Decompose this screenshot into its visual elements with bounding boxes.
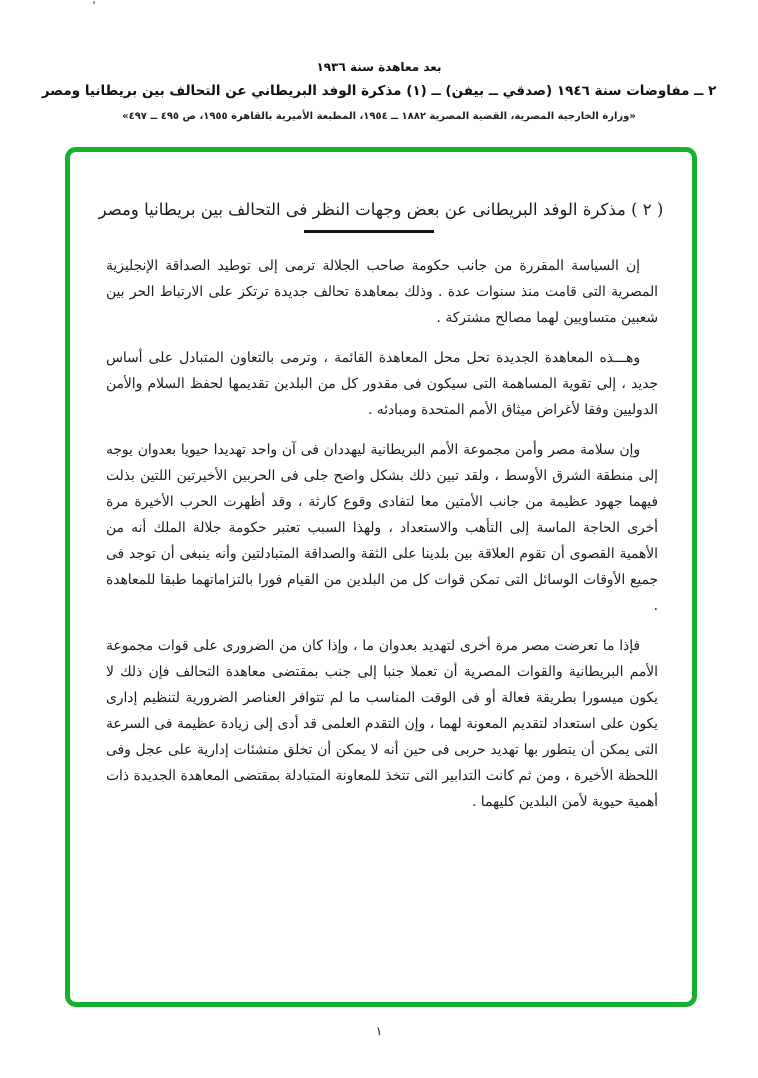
memo-paragraph-3: وإن سلامة مصر وأمن مجموعة الأمم البريطانية ليهددان فى آن واحد تهديدا حيويا بعدوان يوجه إلى منطقة الشرق الأوسط ، ولقد تبين ذلك بشكل واضح جلى فى الحربين الأخيرتين اللتين بذلت فيهما جهود عظيمة من جانب الأمتين معا لتفادى وقوع كارثة ، وقد أظهرت الحرب الأخيرة مرة أخرى الحاجة الماسة إلى التأهب والاستعداد ، ولهذا السبب تعتبر حكومة جلالة الملك أنه من الأهمية القصوى أن تقوم العلاقة بين بلدينا على الثقة والصداقة المتبادلتين وأنه ينبغى أن توجد فى جميع الأوقات الوسائل التى تمكن قوات كل من البلدين من القيام فورا بالتزاماتهما طبقا للمعاهدة . <box>106 442 658 614</box>
page-number: ١ <box>375 1024 383 1038</box>
memo-paragraph-4: فإذا ما تعرضت مصر مرة أخرى لتهديد بعدوان ما ، وإذا كان من الضرورى على قوات مجموعة الأمم البريطانية والقوات المصرية أن تعملا جنبا إلى جنب بمقتضى معاهدة التحالف فإن ذلك لا يكون ميسورا بطريقة فعالة أو فى الوقت المناسب ما لم تتوافر العناصر الضرورية لتنظيم إدارى يكون على استعداد لتقديم المعونة لهما ، وإن التقدم العلمى قد أدى إلى زيادة عظيمة فى السرعة التى يمكن أن يتطور بها تهديد حربى فى حين أنه لا يمكن أن تخلق منشئات إدارية على عجل وفى اللحظة الأخيرة ، ومن ثم كانت التدابير التى تتخذ للمعاونة المتبادلة بمقتضى المعاهدة الجديدة ذات أهمية حيوية لأمن البلدين كليهما . <box>106 638 658 810</box>
memo-body <box>70 253 692 815</box>
header-citation: «وزارة الخارجية المصرية، القضية المصرية ١٨٨٢ ــ ١٩٥٤، المطبعة الأميرية بالقاهرة ١٩٥٥، ص ٤٩٥ ــ ٤٩٧» <box>122 111 636 122</box>
scan-speck <box>93 1 95 4</box>
memo-paragraph-1: إن السياسة المقررة من جانب حكومة صاحب الجلالة ترمى إلى توطيد الصداقة الإنجليزية المصرية التى قامت منذ سنوات عدة . وذلك بمعاهدة تحالف جديدة ترتكز على الارتباط الحر بين شعبين متساويين لهما مصالح مشتركة . <box>106 258 658 326</box>
title-divider <box>304 230 434 233</box>
memo-title: ( ٢ ) مذكرة الوفد البريطانى عن بعض وجهات النظر فى التحالف بين بريطانيا ومصر <box>98 200 664 219</box>
header-title-line: ٢ ــ مفاوضات سنة ١٩٤٦ (صدقي ــ بيفن) ــ (١) مذكرة الوفد البريطاني عن التحالف بين بريطانيا ومصر <box>41 83 717 99</box>
memo-paragraph-2: وهـــذه المعاهدة الجديدة تحل محل المعاهدة القائمة ، وترمى بالتعاون المتبادل على أساس جديد ، إلى تقوية المساهمة التى سيكون فى مقدور كل من البلدين تقديمها لحفظ السلام والأمن الدوليين وفقا لأغراض ميثاق الأمم المتحدة ومبادئه . <box>106 350 658 418</box>
scanned-document-frame <box>65 147 697 1007</box>
header-context-line: بعد معاهدة سنة ١٩٣٦ <box>316 60 442 74</box>
